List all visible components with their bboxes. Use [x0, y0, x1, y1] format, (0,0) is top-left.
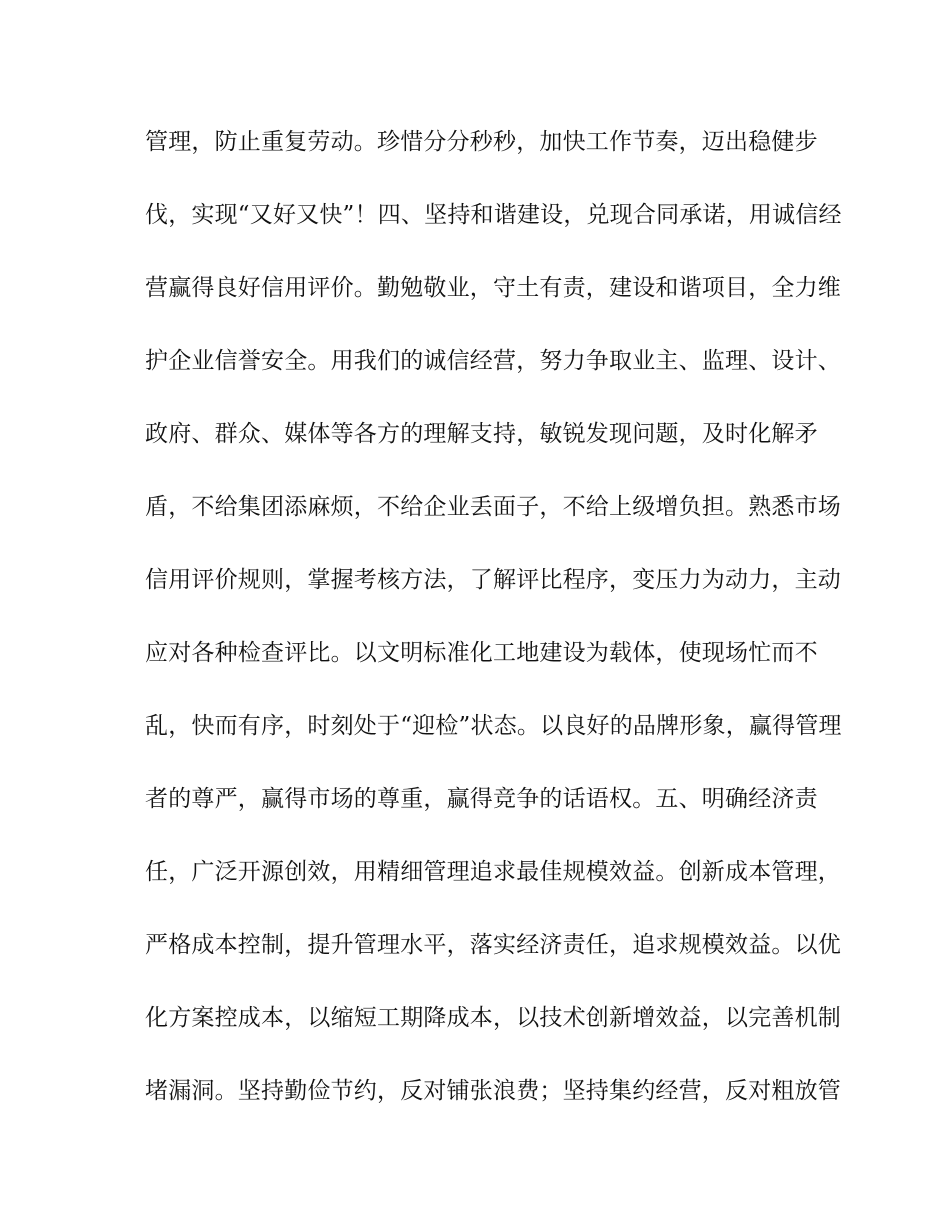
- text-line: 堵漏洞。坚持勤俭节约，反对铺张浪费；坚持集约经营，反对粗放管: [145, 1078, 841, 1104]
- text-line: 任，广泛开源创效，用精细管理追求最佳规模效益。创新成本管理，: [145, 859, 841, 885]
- text-line: 化方案控成本，以缩短工期降成本，以技术创新增效益，以完善机制: [145, 1005, 841, 1031]
- text-line: 管理，防止重复劳动。珍惜分分秒秒，加快工作节奏，迈出稳健步: [145, 129, 818, 155]
- text-line: 伐，实现“又好又快”！四、坚持和谐建设，兑现合同承诺，用诚信经: [145, 202, 842, 228]
- text-line: 应对各种检查评比。以文明标准化工地建设为载体，使现场忙而不: [145, 640, 818, 666]
- text-line: 信用评价规则，掌握考核方法，了解评比程序，变压力为动力，主动: [145, 567, 841, 593]
- text-line: 者的尊严，赢得市场的尊重，赢得竞争的话语权。五、明确经济责: [145, 786, 818, 812]
- text-line: 严格成本控制，提升管理水平，落实经济责任，追求规模效益。以优: [145, 932, 841, 958]
- text-line: 乱，快而有序，时刻处于“迎检”状态。以良好的品牌形象，赢得管理: [145, 713, 842, 739]
- text-line: 盾，不给集团添麻烦，不给企业丢面子，不给上级增负担。熟悉市场: [145, 494, 841, 520]
- text-line: 营赢得良好信用评价。勤勉敬业，守土有责，建设和谐项目，全力维: [145, 275, 841, 301]
- text-line: 护企业信誉安全。用我们的诚信经营，努力争取业主、监理、设计、: [145, 348, 841, 374]
- body-text: [145, 120, 842, 1142]
- text-line: 政府、群众、媒体等各方的理解支持，敏锐发现问题，及时化解矛: [145, 421, 818, 447]
